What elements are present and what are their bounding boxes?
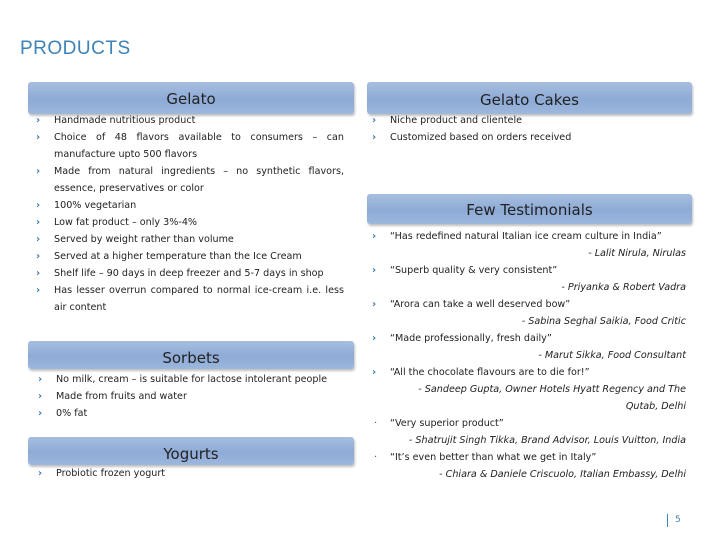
testimonial-quote: “Superb quality & very consistent” [390, 265, 558, 276]
testimonial-quote: “Has redefined natural Italian ice cream culture in India” [390, 231, 662, 242]
list-item: › Low fat product – only 3%-4% [36, 214, 344, 231]
page-title: PRODUCTS [20, 38, 131, 59]
sorbets-header-label: Sorbets [162, 349, 220, 367]
list-item: › Shelf life – 90 days in deep freezer and 5-7 days in shop [36, 265, 344, 282]
gelato-header [28, 82, 354, 114]
testimonial-attribution: - Sabina Seghal Saikia, Food Critic [521, 316, 686, 327]
testimonial-quote: “Very superior product” [390, 418, 504, 429]
testimonial-item [372, 364, 686, 415]
gelato-cakes-header-label: Gelato Cakes [480, 91, 579, 109]
testimonial-quote: “Arora can take a well deserved bow” [390, 299, 571, 310]
chevron-right-icon: › [372, 231, 377, 242]
sorbets-list [38, 371, 348, 422]
chevron-right-icon: › [372, 299, 377, 310]
chevron-right-icon: › [38, 391, 43, 402]
sorbets-header [28, 341, 354, 369]
testimonial-item [372, 262, 686, 296]
testimonial-item [372, 449, 686, 483]
list-item: › 100% vegetarian [36, 197, 344, 214]
testimonial-item [372, 296, 686, 330]
testimonial-quote: “It’s even better than what we get in Italy” [390, 452, 597, 463]
chevron-right-icon: › [36, 115, 41, 126]
testimonial-quote: “Made professionally, fresh daily” [390, 333, 552, 344]
testimonial-attribution: - Sandeep Gupta, Owner Hotels Hyatt Regency and The Qutab, Delhi [418, 384, 686, 412]
list-item: › 0% fat [38, 405, 348, 422]
chevron-right-icon: › [372, 333, 377, 344]
testimonial-attribution: - Lalit Nirula, Nirulas [588, 248, 686, 259]
list-item: › Choice of 48 flavors available to consumers – can manufacture upto 500 flavors [36, 129, 344, 163]
chevron-right-icon: › [38, 374, 43, 385]
dot-icon: · [374, 452, 378, 463]
page-number: 5 [675, 515, 681, 525]
gelato-header-label: Gelato [166, 90, 216, 108]
chevron-right-icon: › [36, 251, 41, 262]
list-item: › Served at a higher temperature than the Ice Cream [36, 248, 344, 265]
testimonials-header-label: Few Testimonials [466, 201, 593, 219]
yogurts-header [28, 437, 354, 465]
chevron-right-icon: › [36, 200, 41, 211]
list-item: › Probiotic frozen yogurt [38, 465, 348, 482]
chevron-right-icon: › [372, 115, 377, 126]
testimonial-attribution: - Shatrujit Singh Tikka, Brand Advisor, Louis Vuitton, India [408, 435, 686, 446]
chevron-right-icon: › [36, 217, 41, 228]
gelato-list [36, 112, 344, 316]
testimonials-list [372, 228, 686, 483]
list-item: › Niche product and clientele [372, 112, 686, 129]
list-item: › Made from fruits and water [38, 388, 348, 405]
list-item: › Made from natural ingredients – no synthetic flavors, essence, preservatives or color [36, 163, 344, 197]
gelato-cakes-header [367, 82, 692, 114]
chevron-right-icon: › [36, 166, 41, 177]
chevron-right-icon: › [372, 132, 377, 143]
list-item: › Handmade nutritious product [36, 112, 344, 129]
chevron-right-icon: › [36, 234, 41, 245]
list-item: › Served by weight rather than volume [36, 231, 344, 248]
testimonial-item [372, 415, 686, 449]
testimonials-header [367, 194, 692, 224]
yogurts-list [38, 465, 348, 482]
list-item: › Customized based on orders received [372, 129, 686, 146]
gelato-cakes-list [372, 112, 686, 146]
list-item: › No milk, cream – is suitable for lactose intolerant people [38, 371, 348, 388]
testimonial-item [372, 228, 686, 262]
testimonial-attribution: - Marut Sikka, Food Consultant [538, 350, 686, 361]
testimonial-attribution: - Chiara & Daniele Criscuolo, Italian Embassy, Delhi [439, 469, 686, 480]
testimonial-quote: “All the chocolate flavours are to die for!” [390, 367, 590, 378]
chevron-right-icon: › [38, 468, 43, 479]
chevron-right-icon: › [372, 265, 377, 276]
chevron-right-icon: › [36, 285, 41, 296]
yogurts-header-label: Yogurts [163, 445, 219, 463]
chevron-right-icon: › [36, 268, 41, 279]
chevron-right-icon: › [38, 408, 43, 419]
dot-icon: · [374, 418, 378, 429]
chevron-right-icon: › [36, 132, 41, 143]
list-item: › Has lesser overrun compared to normal ice-cream i.e. less air content [36, 282, 344, 316]
chevron-right-icon: › [372, 367, 377, 378]
testimonial-item [372, 330, 686, 364]
testimonial-attribution: - Priyanka & Robert Vadra [561, 282, 686, 293]
